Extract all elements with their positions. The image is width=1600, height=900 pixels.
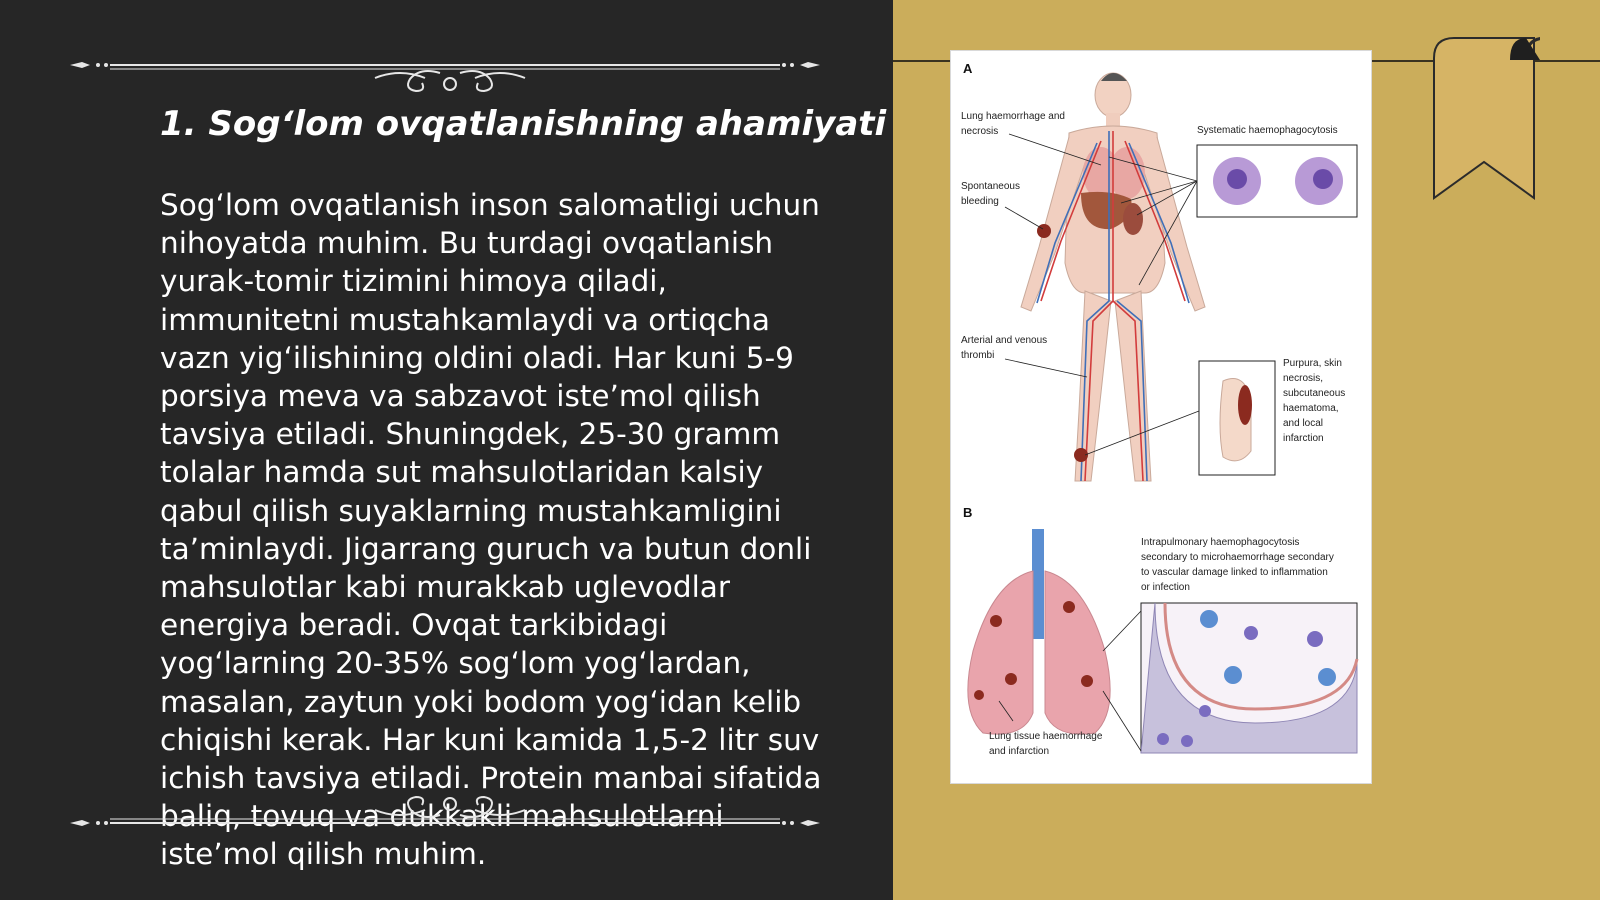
panel-b-label: B: [963, 505, 973, 520]
lungs-illustration: [968, 529, 1110, 734]
label-purpura-5: and local: [1283, 418, 1324, 429]
label-bleeding: bleeding: [961, 196, 999, 207]
human-body-illustration: [1021, 73, 1205, 481]
label-spontaneous: Spontaneous: [961, 181, 1020, 192]
label-purpura-4: haematoma,: [1283, 403, 1339, 414]
label-purpura: Purpura, skin: [1283, 358, 1342, 369]
label-intrapulmonary: Intrapulmonary haemophagocytosis: [1141, 537, 1300, 548]
bottom-ornament-icon: [60, 790, 830, 850]
label-systematic: Systematic haemophagocytosis: [1197, 125, 1338, 136]
slide-title: 1. Sog‘lom ovqatlanishning ahamiyati: [160, 104, 887, 144]
label-lung-tissue: Lung tissue haemorrhage: [989, 731, 1103, 742]
label-purpura-3: subcutaneous: [1283, 388, 1346, 399]
label-purpura-6: infarction: [1283, 433, 1324, 444]
label-thrombi: Arterial and venous: [961, 335, 1048, 346]
label-intrapulmonary-2: secondary to microhaemorrhage secondary: [1141, 552, 1334, 563]
panel-a-label: A: [963, 61, 973, 76]
label-lung-haemorrhage: Lung haemorrhage and: [961, 111, 1065, 122]
label-lung-infarction: and infarction: [989, 746, 1050, 757]
label-thrombi-2: thrombi: [961, 350, 995, 361]
slide-body-text: Sog‘lom ovqatlanish inson salomatligi uchun nihoyatda muhim. Bu turdagi ovqatlanish yurak-tomir tizimini himoya qiladi, immunitetni mustahkamlaydi va ortiqcha vazn yig‘ilishining oldini oladi. Har kuni 5-9 porsiya meva va sabzavot iste’mol qilish tavsiya etiladi. Shuningdek, 25-30 gramm tolalar hamda sut mahsulotlaridan kalsiy qabul qilish suyaklarning mustahkamligini ta’minlaydi. Jigarrang guruch va butun donli mahsulotlar kabi murakkab uglevodlar energiya beradi. Ovqat tarkibidagi yog‘larning 20-35% sog‘lom yog‘lardan, masalan, zaytun yoki bodom yog‘idan kelib chiqishi kerak. Har kuni kamida 1,5-2 litr suv ichish tavsiya etiladi. Protein manbai sifatida baliq, tovuq va dukkakli mahsulotlarni iste’mol qilish muhim.: [160, 188, 822, 872]
label-intrapulmonary-4: or infection: [1141, 582, 1190, 593]
label-intrapulmonary-3: to vascular damage linked to inflammation: [1141, 567, 1328, 578]
label-purpura-2: necrosis,: [1283, 373, 1324, 384]
top-ornament-icon: [60, 38, 830, 98]
medical-figure: [950, 50, 1372, 784]
label-lung-necrosis: necrosis: [961, 126, 999, 137]
bookmark-ribbon-icon: [1430, 36, 1540, 200]
